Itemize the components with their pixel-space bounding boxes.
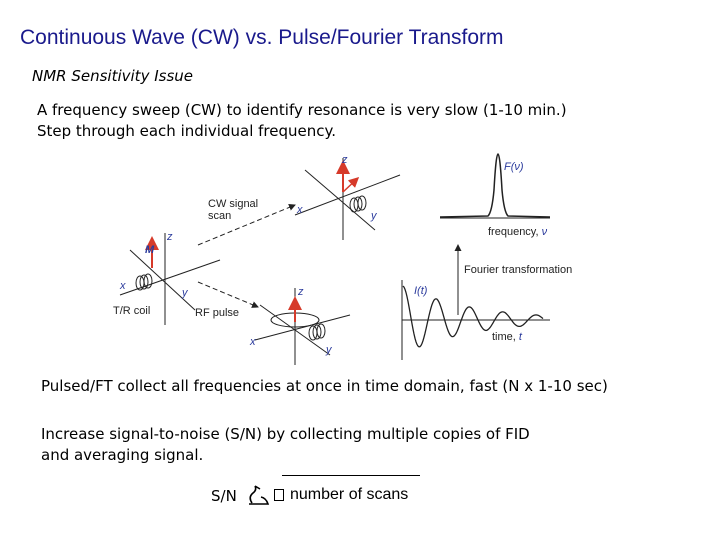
spectrum-xlabel-symbol: ν (541, 226, 548, 238)
cw-signal-scan-label-1: CW signal (208, 198, 259, 210)
spectrum-xlabel-text: frequency, (488, 226, 539, 238)
subtitle: NMR Sensitivity Issue (32, 67, 194, 85)
left-m-label: M (145, 244, 155, 256)
upper-axes (295, 158, 400, 240)
sn-symbol: S/N (211, 487, 237, 505)
sqrt-bar (282, 475, 420, 476)
fourier-transformation-label: Fourier transformation (464, 264, 573, 276)
spectrum-peak-line (440, 154, 550, 217)
upper-tilted-arrow (343, 178, 358, 192)
fid-xlabel (492, 331, 523, 343)
sn-line-2: and averaging signal. (41, 446, 204, 464)
lower-axes (255, 288, 350, 365)
spectrum-xlabel (488, 226, 548, 238)
page-title: Continuous Wave (CW) vs. Pulse/Fourier Transform (20, 26, 504, 49)
left-axis-y-label: y (182, 287, 188, 299)
rf-pulse-label: RF pulse (195, 307, 240, 319)
cw-line-1: A frequency sweep (CW) to identify resonance is very slow (1-10 min.) (37, 101, 567, 119)
cw-line-2: Step through each individual frequency. (37, 122, 336, 140)
left-axis-x-label: x (120, 280, 126, 292)
tr-coil-label: T/R coil (113, 305, 151, 317)
cw-signal-scan-label-2: scan (208, 210, 232, 222)
upper-axis-z-label: z (342, 154, 348, 166)
proportional-glyph-icon (246, 483, 272, 507)
sqrt-symbol-box (274, 489, 284, 501)
fid-xlabel-text: time, (492, 331, 516, 343)
upper-coil-icon (350, 196, 366, 212)
lower-axis-z-label: z (298, 286, 304, 298)
cw-paragraph (37, 100, 567, 142)
pulsed-ft-paragraph: Pulsed/FT collect all frequencies at once in time domain, fast (N x 1-10 sec) (41, 377, 608, 395)
fid-xlabel-symbol: t (518, 331, 522, 343)
spectrum-ylabel: F(ν) (504, 161, 524, 173)
lower-axis-y-label: y (326, 344, 332, 356)
fid-ylabel: I(t) (414, 285, 428, 297)
nmr-diagram (110, 150, 600, 372)
left-coil-icon (136, 274, 152, 290)
sn-paragraph (41, 424, 530, 466)
sn-line-1: Increase signal-to-noise (S/N) by collecting multiple copies of FID (41, 425, 530, 443)
lower-axis-x-label: x (250, 336, 256, 348)
left-axis-z-label: z (167, 231, 173, 243)
upper-axis-x-label: x (297, 204, 303, 216)
number-of-scans-text: number of scans (290, 486, 409, 503)
rf-pulse-arrow (198, 282, 258, 307)
lower-coil-icon (309, 324, 325, 340)
upper-axis-y-label: y (371, 210, 377, 222)
